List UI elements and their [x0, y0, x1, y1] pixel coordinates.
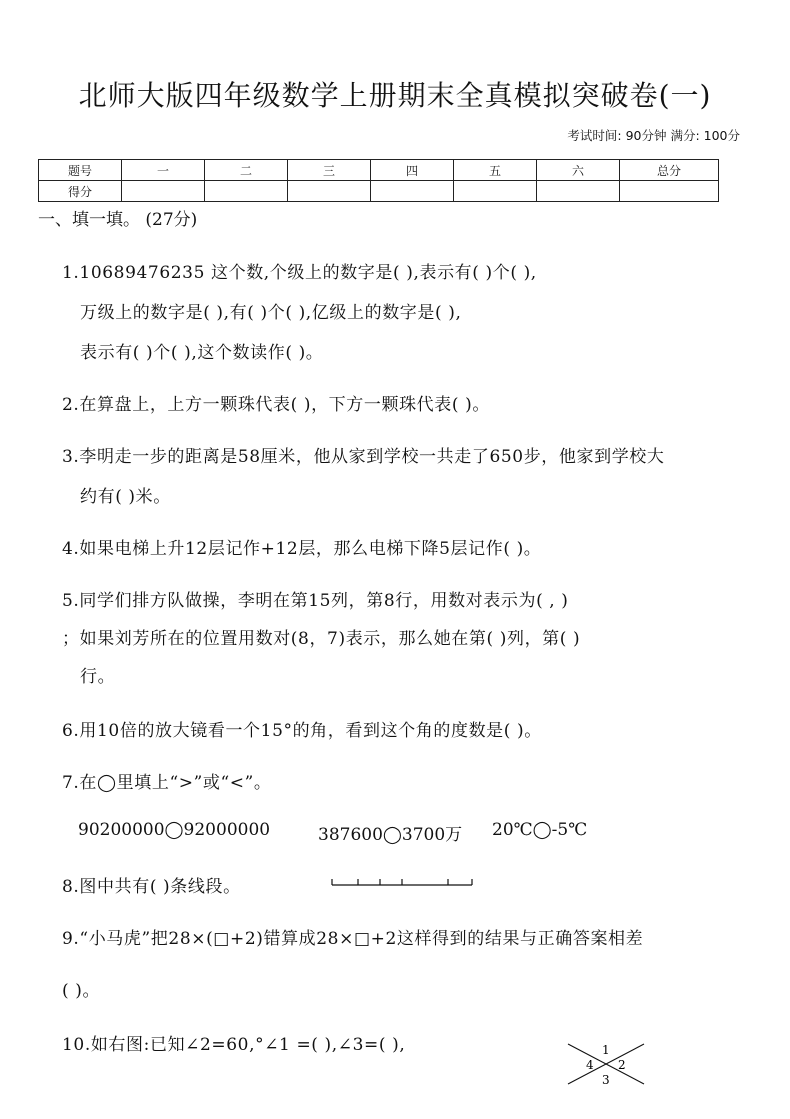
score-cell[interactable] — [371, 181, 454, 202]
score-cell[interactable] — [454, 181, 537, 202]
angle-label-4: 4 — [586, 1058, 594, 1072]
question-8: 8.图中共有( )条线段。 — [62, 877, 241, 897]
score-header-cell: 四 — [371, 160, 454, 181]
compare-item-3: 20℃◯-5℃ — [492, 820, 588, 840]
score-row-label: 得分 — [39, 181, 122, 202]
score-table — [38, 159, 719, 202]
exam-meta: 考试时间: 90分钟 满分: 100分 — [567, 128, 740, 143]
score-cell[interactable] — [288, 181, 371, 202]
score-table-score-row — [39, 181, 719, 202]
score-header-cell: 六 — [537, 160, 620, 181]
score-header-cell: 二 — [205, 160, 288, 181]
question-1-line-3: 表示有( )个( ),这个数读作( )。 — [80, 343, 324, 363]
question-3-line-2: 约有( )米。 — [80, 487, 171, 507]
section-heading: 一、填一填。 (27分) — [38, 210, 198, 230]
angle-label-3: 3 — [602, 1073, 610, 1087]
score-header-cell: 三 — [288, 160, 371, 181]
score-header-cell: 五 — [454, 160, 537, 181]
question-4: 4.如果电梯上升12层记作+12层，那么电梯下降5层记作( )。 — [62, 539, 542, 559]
angle-label-1: 1 — [602, 1043, 610, 1057]
question-9-line-1: 9.“小马虎”把28×(□+2)错算成28×□+2这样得到的结果与正确答案相差 — [62, 929, 644, 949]
question-2: 2.在算盘上，上方一颗珠代表( )，下方一颗珠代表( )。 — [62, 395, 490, 415]
score-table-header-row — [39, 160, 719, 181]
question-7: 7.在◯里填上“>”或“<”。 — [62, 773, 272, 793]
intersecting-lines-figure — [564, 1038, 650, 1090]
question-1-line-1: 1.10689476235 这个数,个级上的数字是( ),表示有( )个( ), — [62, 263, 537, 283]
angle-label-2: 2 — [618, 1058, 626, 1072]
compare-item-1: 90200000◯92000000 — [78, 820, 271, 840]
question-1-line-2: 万级上的数字是( ),有( )个( ),亿级上的数字是( ), — [80, 303, 462, 323]
question-10: 10.如右图:已知∠2=60,°∠1 =( ),∠3=( ), — [62, 1035, 406, 1055]
question-9-line-2: ( )。 — [62, 981, 101, 1001]
score-header-cell: 总分 — [620, 160, 719, 181]
question-5-line-3: 行。 — [80, 667, 116, 687]
score-cell[interactable] — [620, 181, 719, 202]
score-header-cell: 一 — [122, 160, 205, 181]
score-cell[interactable] — [205, 181, 288, 202]
question-5-line-2: ；如果刘芳所在的位置用数对(8，7)表示，那么她在第( )列，第( ) — [62, 629, 581, 649]
page-title: 北师大版四年级数学上册期末全真模拟突破卷(一) — [78, 79, 712, 112]
question-5-line-1: 5.同学们排方队做操，李明在第15列，第8行，用数对表示为( , ) — [62, 591, 569, 611]
line-segment-figure — [330, 876, 480, 890]
question-3-line-1: 3.李明走一步的距离是58厘米，他从家到学校一共走了650步，他家到学校大 — [62, 447, 665, 467]
score-cell[interactable] — [537, 181, 620, 202]
score-cell[interactable] — [122, 181, 205, 202]
score-header-cell: 题号 — [39, 160, 122, 181]
question-6: 6.用10倍的放大镜看一个15°的角，看到这个角的度数是( )。 — [62, 721, 542, 741]
compare-item-2: 387600◯3700万 — [318, 825, 463, 845]
